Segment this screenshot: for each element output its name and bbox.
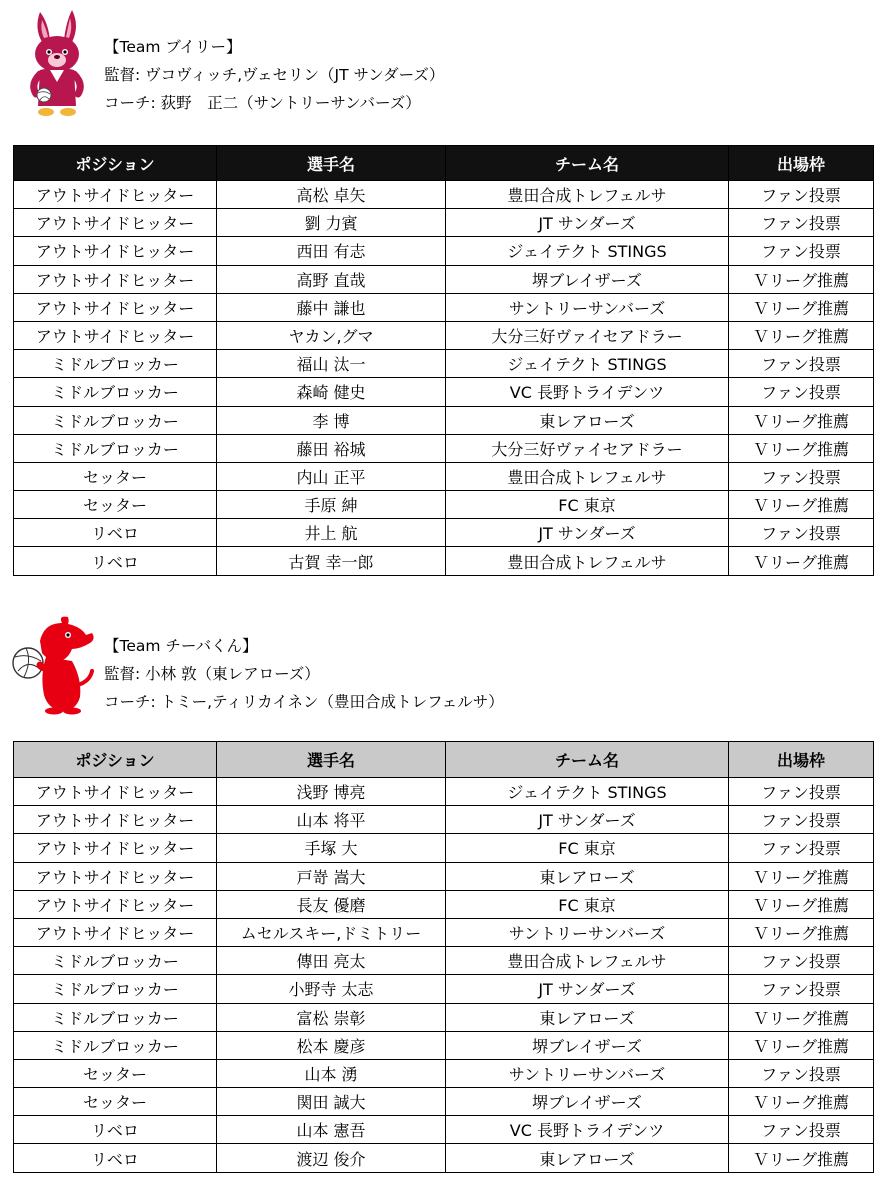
cell-position: アウトサイドヒッター — [14, 293, 217, 321]
cell-selection: ファン投票 — [729, 975, 874, 1003]
cell-team: ジェイテクト STINGS — [446, 237, 729, 265]
table-row — [14, 491, 874, 519]
cell-selection: ファン投票 — [729, 1059, 874, 1087]
cell-position: ミドルブロッカー — [14, 1031, 217, 1059]
cell-position: リベロ — [14, 1144, 217, 1172]
table-row — [14, 778, 874, 806]
table-row — [14, 1144, 874, 1172]
cell-player: 劉 力賓 — [217, 209, 446, 237]
cell-position: アウトサイドヒッター — [14, 918, 217, 946]
column-header-team: チーム名 — [446, 742, 729, 778]
table-row — [14, 434, 874, 462]
cell-player: 森崎 健史 — [217, 378, 446, 406]
cell-team: FC 東京 — [446, 890, 729, 918]
table-row — [14, 181, 874, 209]
cell-position: アウトサイドヒッター — [14, 862, 217, 890]
cell-selection: ファン投票 — [729, 181, 874, 209]
table-row — [14, 918, 874, 946]
cell-selection: Ｖリーグ推薦 — [729, 1003, 874, 1031]
cell-team: ジェイテクト STINGS — [446, 350, 729, 378]
cell-team: 東レアローズ — [446, 862, 729, 890]
cell-player: ムセルスキー,ドミトリー — [217, 918, 446, 946]
cell-position: リベロ — [14, 519, 217, 547]
cell-position: アウトサイドヒッター — [14, 890, 217, 918]
chiba-mascot-icon — [10, 615, 96, 715]
cell-team: FC 東京 — [446, 491, 729, 519]
cell-selection: Ｖリーグ推薦 — [729, 862, 874, 890]
table-row — [14, 547, 874, 575]
table-row — [14, 1116, 874, 1144]
cell-team: 東レアローズ — [446, 406, 729, 434]
column-header-player: 選手名 — [217, 742, 446, 778]
cell-player: 高野 直哉 — [217, 265, 446, 293]
cell-player: 藤中 謙也 — [217, 293, 446, 321]
column-header-selection: 出場枠 — [729, 742, 874, 778]
cell-player: 山本 将平 — [217, 806, 446, 834]
cell-team: 大分三好ヴァイセアドラー — [446, 434, 729, 462]
cell-selection: ファン投票 — [729, 778, 874, 806]
cell-selection: Ｖリーグ推薦 — [729, 434, 874, 462]
header-row — [14, 742, 874, 778]
cell-player: 小野寺 太志 — [217, 975, 446, 1003]
cell-team: VC 長野トライデンツ — [446, 1116, 729, 1144]
cell-player: 戸嵜 嵩大 — [217, 862, 446, 890]
cell-player: 井上 航 — [217, 519, 446, 547]
cell-selection: ファン投票 — [729, 237, 874, 265]
cell-position: アウトサイドヒッター — [14, 778, 217, 806]
table-row — [14, 1059, 874, 1087]
table-row — [14, 237, 874, 265]
cell-position: ミドルブロッカー — [14, 947, 217, 975]
cell-selection: Ｖリーグ推薦 — [729, 1144, 874, 1172]
header-row — [14, 146, 874, 181]
cell-team: JT サンダーズ — [446, 975, 729, 1003]
cell-position: ミドルブロッカー — [14, 350, 217, 378]
cell-team: 豊田合成トレフェルサ — [446, 947, 729, 975]
column-header-selection: 出場枠 — [729, 146, 874, 181]
cell-selection: ファン投票 — [729, 947, 874, 975]
cell-team: 豊田合成トレフェルサ — [446, 462, 729, 490]
team-title: 【Team チーバくん】 — [104, 637, 258, 655]
cell-team: JT サンダーズ — [446, 806, 729, 834]
cell-selection: Ｖリーグ推薦 — [729, 918, 874, 946]
cell-team: サントリーサンバーズ — [446, 1059, 729, 1087]
table-row — [14, 834, 874, 862]
cell-player: 福山 汰一 — [217, 350, 446, 378]
table-row — [14, 293, 874, 321]
cell-player: 長友 優磨 — [217, 890, 446, 918]
cell-position: セッター — [14, 1088, 217, 1116]
cell-player: 手原 紳 — [217, 491, 446, 519]
cell-selection: ファン投票 — [729, 209, 874, 237]
table-row — [14, 321, 874, 349]
table-row — [14, 1003, 874, 1031]
roster-table — [13, 145, 874, 576]
cell-position: アウトサイドヒッター — [14, 181, 217, 209]
table-row — [14, 519, 874, 547]
cell-team: JT サンダーズ — [446, 519, 729, 547]
table-row — [14, 1031, 874, 1059]
cell-player: 傳田 亮太 — [217, 947, 446, 975]
cell-selection: ファン投票 — [729, 834, 874, 862]
cell-position: ミドルブロッカー — [14, 378, 217, 406]
table-row — [14, 350, 874, 378]
cell-team: 大分三好ヴァイセアドラー — [446, 321, 729, 349]
cell-player: 古賀 幸一郎 — [217, 547, 446, 575]
cell-position: アウトサイドヒッター — [14, 806, 217, 834]
cell-player: ヤカン,グマ — [217, 321, 446, 349]
team-info — [104, 33, 444, 117]
cell-player: 浅野 博亮 — [217, 778, 446, 806]
cell-selection: ファン投票 — [729, 462, 874, 490]
cell-selection: ファン投票 — [729, 350, 874, 378]
cell-player: 山本 憲吾 — [217, 1116, 446, 1144]
cell-player: 高松 卓矢 — [217, 181, 446, 209]
assistant-coach-line: コーチ: トミー,ティリカイネン（豊田合成トレフェルサ） — [104, 693, 504, 711]
table-row — [14, 378, 874, 406]
table-row — [14, 462, 874, 490]
cell-position: アウトサイドヒッター — [14, 834, 217, 862]
cell-position: ミドルブロッカー — [14, 406, 217, 434]
cell-position: セッター — [14, 462, 217, 490]
cell-player: 山本 湧 — [217, 1059, 446, 1087]
cell-selection: Ｖリーグ推薦 — [729, 293, 874, 321]
table-row — [14, 862, 874, 890]
cell-position: アウトサイドヒッター — [14, 321, 217, 349]
cell-position: セッター — [14, 491, 217, 519]
cell-player: 手塚 大 — [217, 834, 446, 862]
cell-team: VC 長野トライデンツ — [446, 378, 729, 406]
cell-selection: Ｖリーグ推薦 — [729, 491, 874, 519]
cell-player: 藤田 裕城 — [217, 434, 446, 462]
cell-selection: Ｖリーグ推薦 — [729, 1088, 874, 1116]
cell-team: FC 東京 — [446, 834, 729, 862]
team-title: 【Team ブイリー】 — [104, 38, 242, 56]
cell-team: 豊田合成トレフェルサ — [446, 547, 729, 575]
cell-selection: Ｖリーグ推薦 — [729, 547, 874, 575]
cell-team: 堺ブレイザーズ — [446, 1088, 729, 1116]
cell-selection: ファン投票 — [729, 1116, 874, 1144]
cell-team: サントリーサンバーズ — [446, 918, 729, 946]
cell-position: アウトサイドヒッター — [14, 209, 217, 237]
table-row — [14, 1088, 874, 1116]
cell-selection: Ｖリーグ推薦 — [729, 1031, 874, 1059]
cell-selection: Ｖリーグ推薦 — [729, 890, 874, 918]
cell-team: 東レアローズ — [446, 1144, 729, 1172]
cell-team: ジェイテクト STINGS — [446, 778, 729, 806]
cell-team: 堺ブレイザーズ — [446, 265, 729, 293]
cell-selection: Ｖリーグ推薦 — [729, 321, 874, 349]
cell-position: ミドルブロッカー — [14, 975, 217, 1003]
cell-selection: ファン投票 — [729, 378, 874, 406]
rabbit-mascot-icon — [28, 8, 88, 120]
cell-selection: ファン投票 — [729, 519, 874, 547]
cell-position: ミドルブロッカー — [14, 434, 217, 462]
column-header-position: ポジション — [14, 742, 217, 778]
cell-position: リベロ — [14, 547, 217, 575]
table-row — [14, 806, 874, 834]
cell-player: 西田 有志 — [217, 237, 446, 265]
cell-player: 李 博 — [217, 406, 446, 434]
cell-team: 堺ブレイザーズ — [446, 1031, 729, 1059]
cell-position: ミドルブロッカー — [14, 1003, 217, 1031]
cell-player: 富松 崇彰 — [217, 1003, 446, 1031]
cell-selection: ファン投票 — [729, 806, 874, 834]
coach-line: 監督: ヴコヴィッチ,ヴェセリン（JT サンダーズ） — [104, 66, 445, 84]
cell-team: 東レアローズ — [446, 1003, 729, 1031]
cell-position: セッター — [14, 1059, 217, 1087]
cell-player: 渡辺 俊介 — [217, 1144, 446, 1172]
coach-line: 監督: 小林 敦（東レアローズ） — [104, 665, 320, 683]
column-header-team: チーム名 — [446, 146, 729, 181]
cell-position: リベロ — [14, 1116, 217, 1144]
table-row — [14, 406, 874, 434]
cell-selection: Ｖリーグ推薦 — [729, 265, 874, 293]
team-info — [104, 632, 504, 716]
column-header-player: 選手名 — [217, 146, 446, 181]
table-row — [14, 947, 874, 975]
cell-team: JT サンダーズ — [446, 209, 729, 237]
column-header-position: ポジション — [14, 146, 217, 181]
roster-table — [13, 741, 874, 1173]
assistant-coach-line: コーチ: 荻野 正二（サントリーサンバーズ） — [104, 94, 421, 112]
table-row — [14, 209, 874, 237]
cell-player: 関田 誠大 — [217, 1088, 446, 1116]
cell-player: 内山 正平 — [217, 462, 446, 490]
cell-selection: Ｖリーグ推薦 — [729, 406, 874, 434]
cell-player: 松本 慶彦 — [217, 1031, 446, 1059]
cell-team: サントリーサンバーズ — [446, 293, 729, 321]
cell-team: 豊田合成トレフェルサ — [446, 181, 729, 209]
table-row — [14, 265, 874, 293]
cell-position: アウトサイドヒッター — [14, 237, 217, 265]
table-row — [14, 890, 874, 918]
table-row — [14, 975, 874, 1003]
cell-position: アウトサイドヒッター — [14, 265, 217, 293]
